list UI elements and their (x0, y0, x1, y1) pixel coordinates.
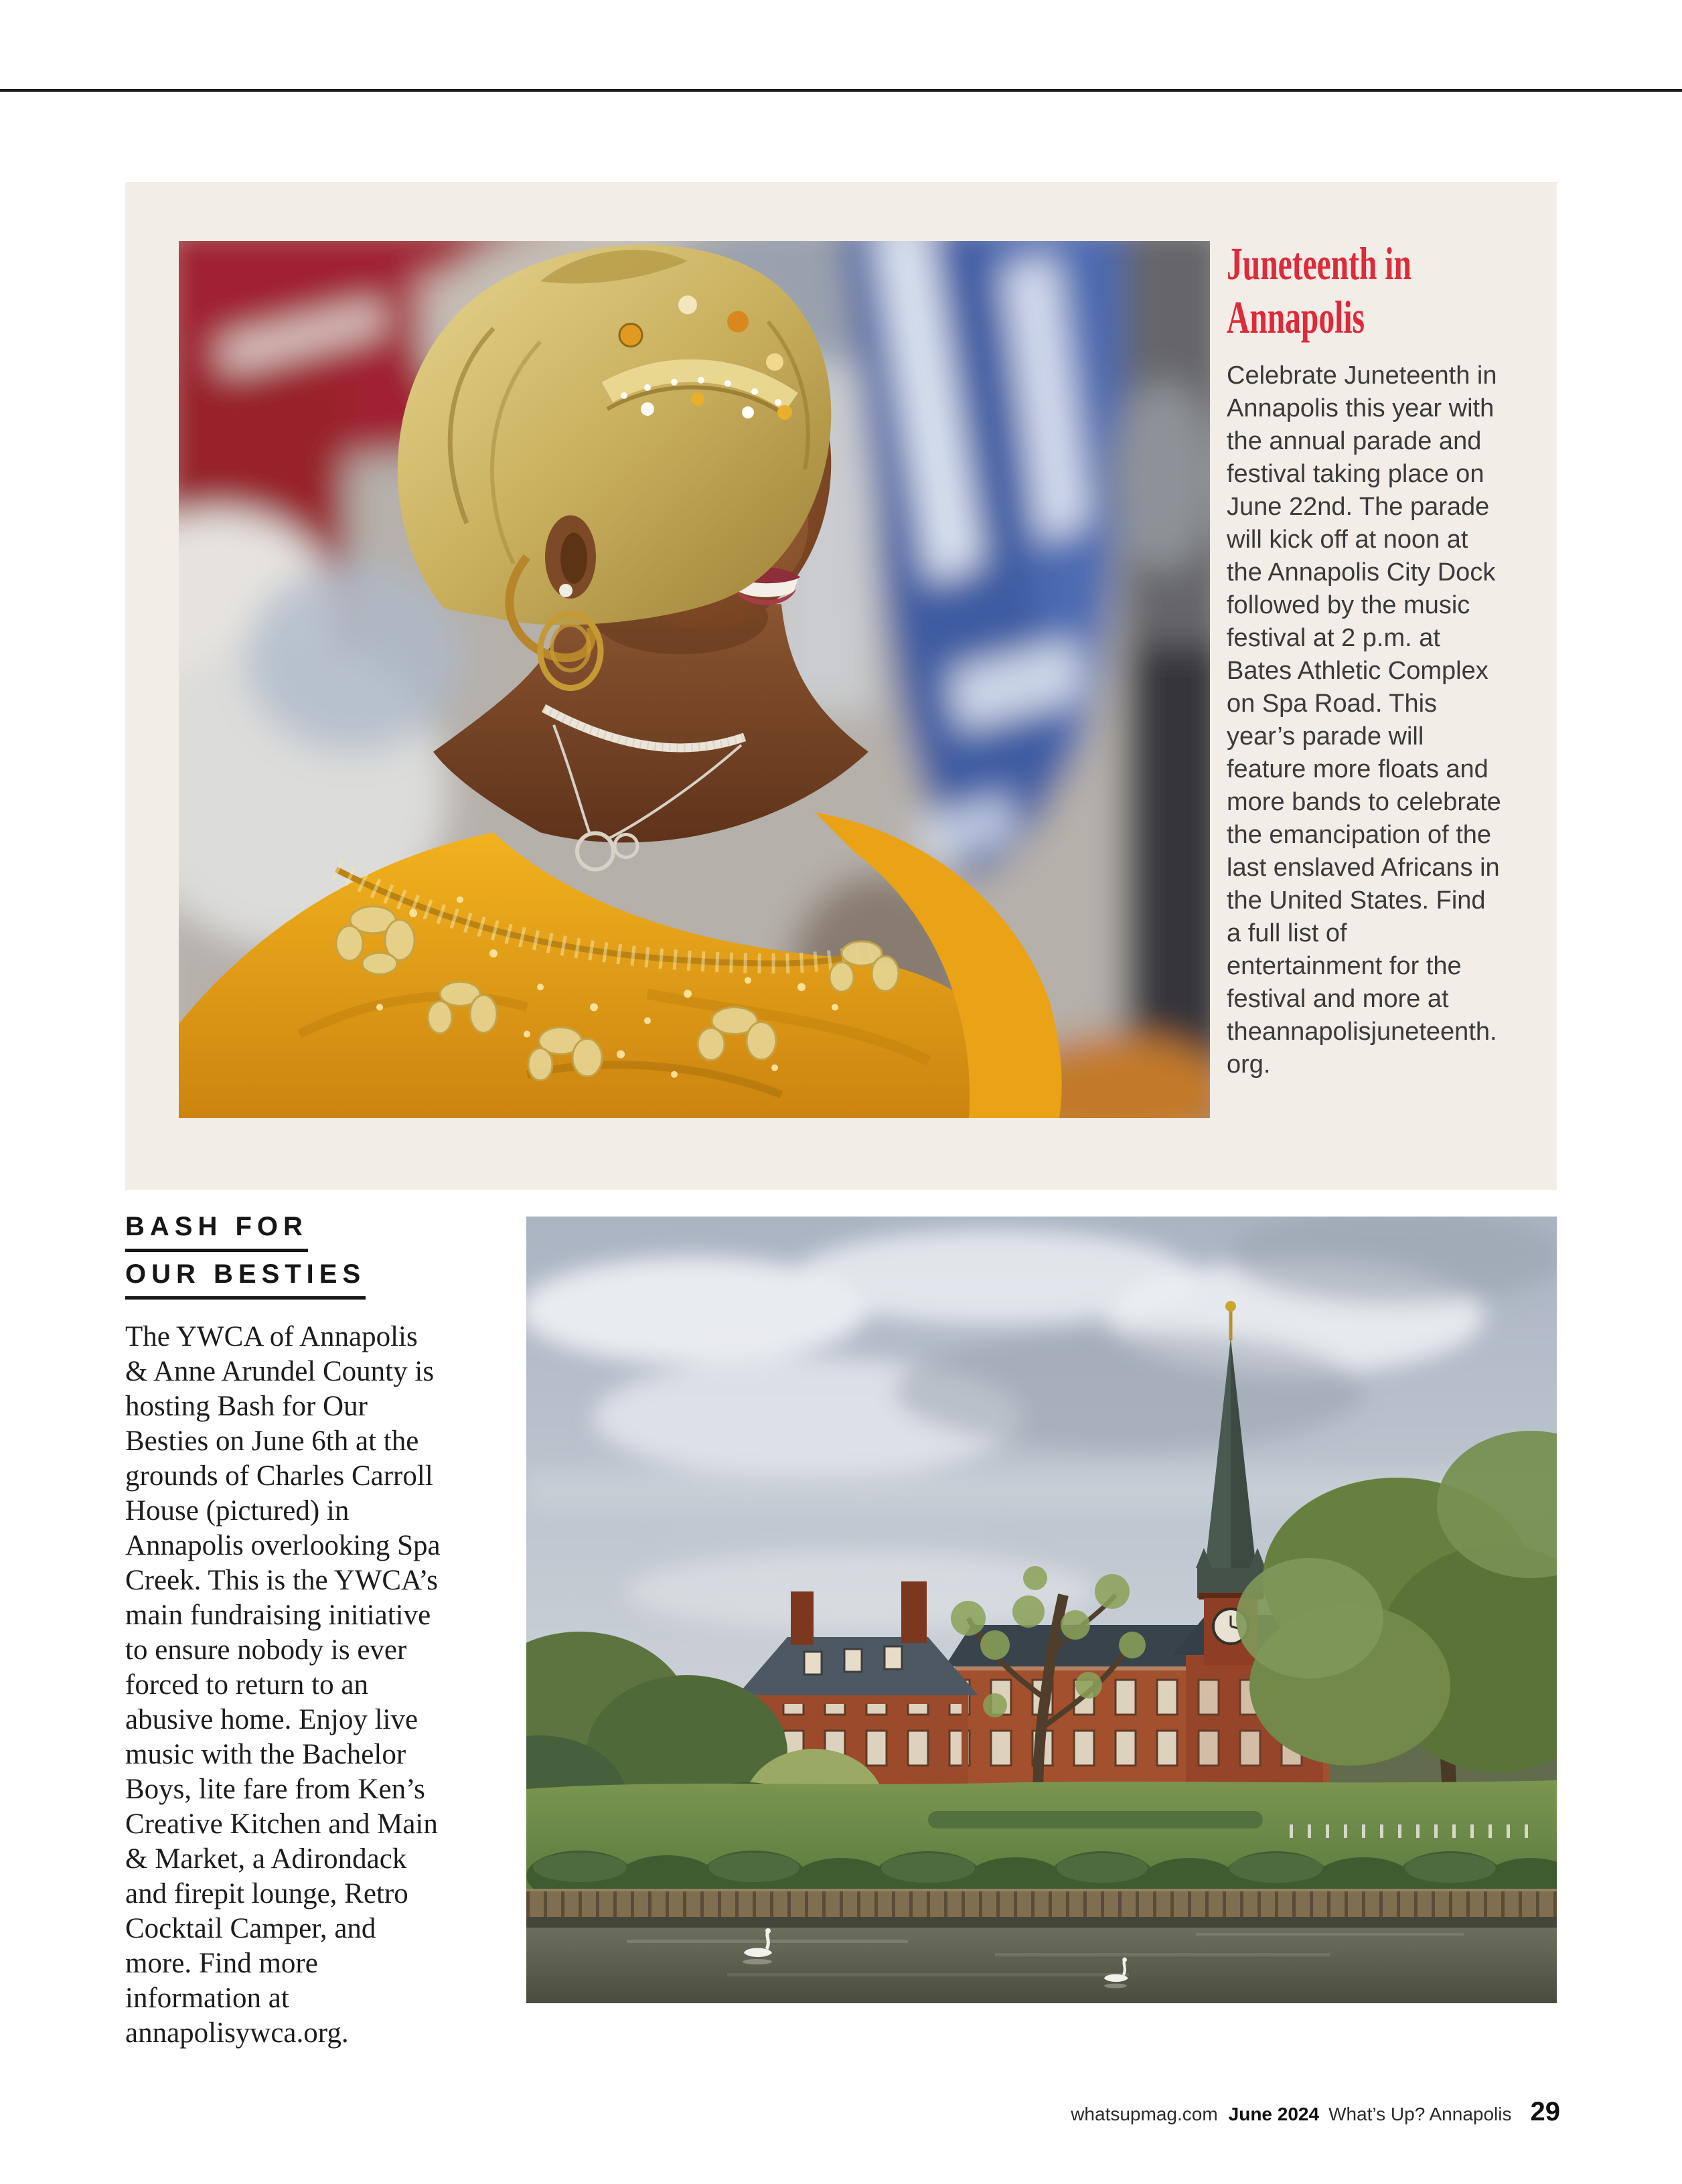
bash-heading-line-2: OUR BESTIES (125, 1261, 366, 1300)
top-rule (0, 89, 1682, 92)
parade-photo-illustration (179, 241, 1210, 1118)
church-photo-illustration (526, 1217, 1557, 2003)
bash-body: The YWCA of Annapolis & Anne Arundel County is hosting Bash for Our Besties on June 6th at the grounds of Charles Carroll House (pictured) in Annapolis overlooking Spa Creek. This is the YWCA’s main fundraising initiative to ensure nobody is ever forced to return to an abusive home. Enjoy live music with the Bachelor Boys, lite fare from Ken’s Creative Kitchen and Main & Market, a Adirondack and firepit lounge, Retro Cocktail Camper, and more. Find more information at annapolisywca.org. (125, 1321, 441, 2049)
footer-site-url: whatsupmag.com (1071, 2104, 1218, 2124)
juneteenth-heading: Juneteenth in Annapolis (1227, 238, 1411, 343)
juneteenth-column (1227, 238, 1575, 1081)
bash-section (125, 1213, 447, 2051)
footer-issue-date: June 2024 (1228, 2104, 1320, 2124)
juneteenth-section (125, 182, 1557, 1190)
bash-heading-line-1: BASH FOR (125, 1213, 308, 1252)
juneteenth-parade-photo (179, 241, 1210, 1118)
bash-heading (125, 1213, 447, 1300)
page-footer (1071, 2097, 1560, 2127)
footer-publication-name: What’s Up? Annapolis (1328, 2104, 1512, 2124)
charles-carroll-house-photo (526, 1217, 1557, 2003)
footer-page-number: 29 (1530, 2097, 1560, 2126)
juneteenth-body: Celebrate Juneteenth in Annapolis this year with the annual parade and festival taking place on June 22nd. The parade will kick off at noon at the Annapolis City Dock followed by the music festival at 2 p.m. at Bates Athletic Complex on Spa Road. This year’s parade will feature more floats and more bands to celebrate the emancipation of the last enslaved Africans in the United States. Find a full list of entertainment for the festival and more at theannapolisjuneteenth.org. (1227, 362, 1501, 1079)
